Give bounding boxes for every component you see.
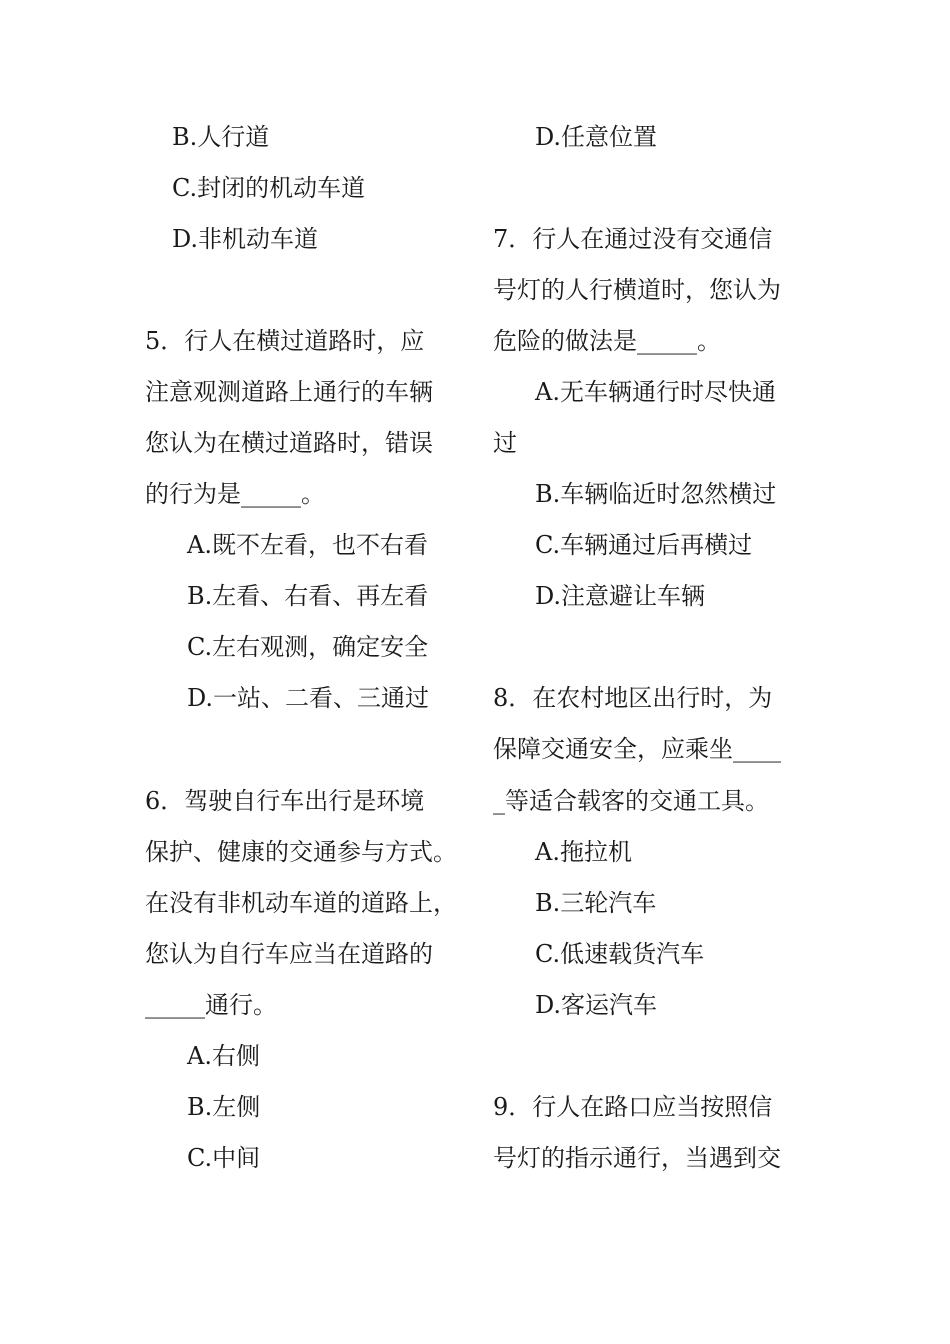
- question-6-line: 保护、健康的交通参与方式。: [145, 838, 457, 866]
- question-7-line: 7．行人在通过没有交通信: [493, 225, 773, 253]
- option-text: B.左侧: [187, 1093, 261, 1121]
- option-text: 过: [493, 429, 517, 457]
- option-text: D.非机动车道: [172, 225, 319, 253]
- question-8-line: 8．在农村地区出行时，为: [493, 684, 773, 712]
- option-text: D.一站、二看、三通过: [187, 684, 430, 712]
- question-6-line: 在没有非机动车道的道路上，: [145, 889, 457, 917]
- question-8-line: 保障交通安全，应乘坐____: [493, 735, 781, 763]
- question-5-line: 5．行人在横过道路时，应: [145, 327, 425, 355]
- question-5-line: 注意观测道路上通行的车辆: [145, 378, 433, 406]
- option-text: C.低速载货汽车: [535, 940, 705, 968]
- option-text: C.封闭的机动车道: [172, 174, 366, 202]
- option-text: D.任意位置: [535, 123, 658, 151]
- question-6-line: _____通行。: [145, 991, 277, 1019]
- question-6-line: 您认为自行车应当在道路的: [145, 940, 433, 968]
- question-7-line: 危险的做法是_____。: [493, 327, 721, 355]
- option-text: C.左右观测，确定安全: [187, 633, 429, 661]
- question-9-line: 号灯的指示通行，当遇到交: [493, 1144, 781, 1172]
- question-8-line: _等适合载客的交通工具。: [493, 787, 769, 815]
- option-text: A.无车辆通行时尽快通: [535, 378, 776, 406]
- option-text: B.左看、右看、再左看: [187, 582, 429, 610]
- option-text: B.车辆临近时忽然横过: [535, 480, 777, 508]
- option-text: B.人行道: [172, 123, 270, 151]
- option-text: A.右侧: [187, 1042, 260, 1070]
- option-text: C.中间: [187, 1144, 261, 1172]
- option-text: A.拖拉机: [535, 838, 632, 866]
- question-5-line: 的行为是_____。: [145, 480, 325, 508]
- question-7-line: 号灯的人行横道时，您认为: [493, 276, 781, 304]
- question-9-line: 9．行人在路口应当按照信: [493, 1093, 773, 1121]
- option-text: D.注意避让车辆: [535, 582, 706, 610]
- option-text: D.客运汽车: [535, 991, 658, 1019]
- option-text: C.车辆通过后再横过: [535, 531, 753, 559]
- question-5-line: 您认为在横过道路时，错误: [145, 429, 433, 457]
- question-6-line: 6．驾驶自行车出行是环境: [145, 787, 425, 815]
- option-text: A.既不左看，也不右看: [187, 531, 428, 559]
- option-text: B.三轮汽车: [535, 889, 657, 917]
